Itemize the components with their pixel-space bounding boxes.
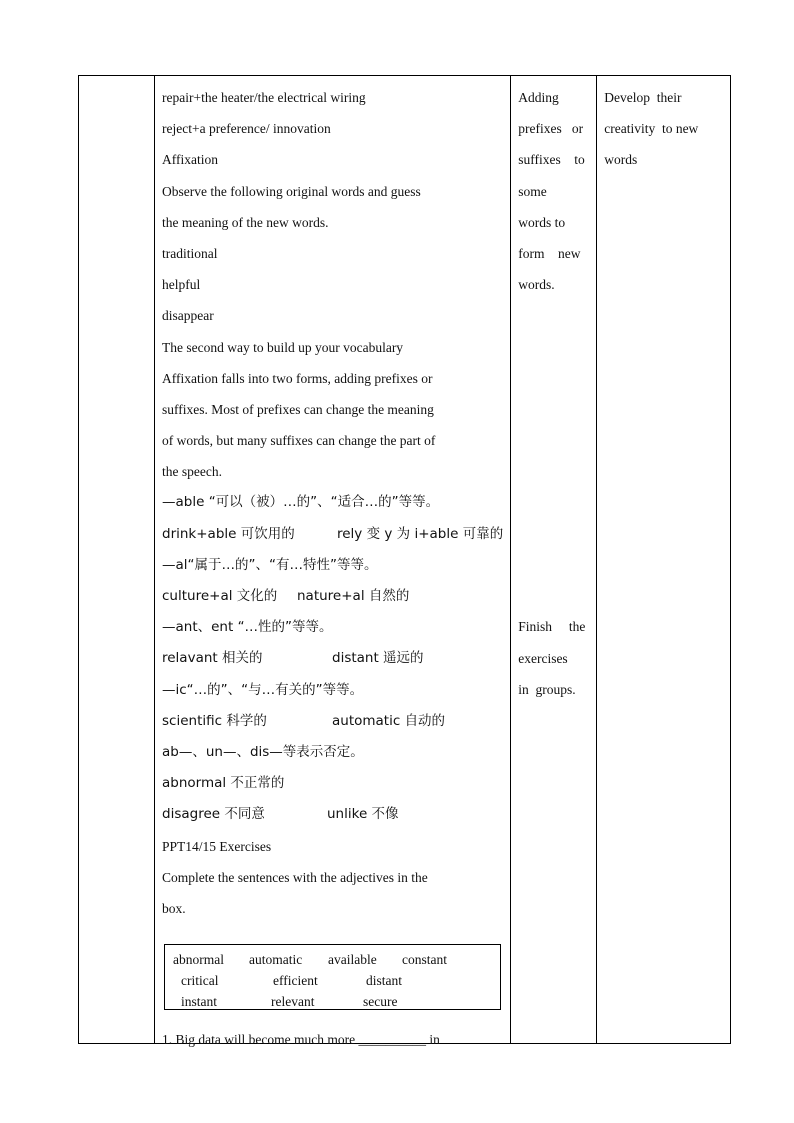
word-box xyxy=(164,944,501,1010)
activity-line: words. xyxy=(518,277,555,293)
word-example: unlike 不像 xyxy=(327,806,399,823)
content-line xyxy=(162,581,503,612)
content-line: —ant、ent “…性的”等等。 xyxy=(162,619,333,636)
content-line xyxy=(162,643,503,674)
box-word: constant xyxy=(402,952,447,968)
word-example: culture+al 文化的 xyxy=(162,588,278,604)
content-line: helpful xyxy=(162,277,201,293)
word-example: distant 遥远的 xyxy=(332,650,424,667)
content-line: disappear xyxy=(162,308,214,324)
box-word: secure xyxy=(363,994,398,1010)
content-line: suffixes. Most of prefixes can change the meaning xyxy=(162,401,434,417)
content-line: the speech. xyxy=(162,464,222,480)
content-line: Complete the sentences with the adjectives in the xyxy=(162,869,428,885)
purpose-line: words xyxy=(604,152,638,168)
word-box-row xyxy=(173,991,492,1012)
content-line xyxy=(162,706,503,737)
activity-line: form new xyxy=(518,245,581,261)
content-line: Observe the following original words and guess xyxy=(162,183,421,199)
content-line: ab—、un—、dis—等表示否定。 xyxy=(162,743,364,760)
word-example: scientific 科学的 xyxy=(162,712,267,729)
purpose-line: Develop their xyxy=(604,90,682,105)
word-example: relavant 相关的 xyxy=(162,650,263,667)
content-line: the meaning of the new words. xyxy=(162,214,329,230)
design-purpose-cell xyxy=(597,76,731,1044)
word-example: automatic 自动的 xyxy=(332,712,446,729)
content-line: traditional xyxy=(162,245,218,261)
student-activity-cell xyxy=(511,76,597,1044)
activity-line: prefixes or xyxy=(518,121,584,137)
box-word: relevant xyxy=(271,994,315,1010)
lesson-plan-table xyxy=(78,75,731,1048)
content-line xyxy=(162,519,503,550)
content-line: box. xyxy=(162,900,186,916)
purpose-line: creativity to new xyxy=(604,121,699,137)
activity-line: exercises xyxy=(518,650,568,666)
empty-step-cell xyxy=(79,76,155,1044)
activity-line: suffixes to xyxy=(518,152,585,168)
word-example: drink+able 可饮用的 xyxy=(162,525,295,542)
word-example: nature+al 自然的 xyxy=(297,588,410,604)
content-line: —al“属于…的”、“有…特性”等等。 xyxy=(162,556,378,573)
box-word: abnormal xyxy=(173,952,224,968)
content-line: repair+the heater/the electrical wiring xyxy=(162,90,366,105)
content-line: Affixation falls into two forms, adding prefixes or xyxy=(162,370,433,386)
word-example: disagree 不同意 xyxy=(162,806,265,823)
content-line: PPT14/15 Exercises xyxy=(162,838,272,854)
content-line: reject+a preference/ innovation xyxy=(162,121,331,137)
content-line: of words, but many suffixes can change the part of xyxy=(162,433,436,449)
activity-line: words to xyxy=(518,214,566,230)
content-line: —able “可以（被）…的”、“适合…的”等等。 xyxy=(162,494,440,511)
box-word: efficient xyxy=(273,973,318,989)
box-word: distant xyxy=(366,973,402,989)
content-line: —ic“…的”、“与…有关的”等等。 xyxy=(162,681,364,698)
box-word: critical xyxy=(181,973,219,989)
teaching-content-cell xyxy=(155,76,511,1048)
activity-line: in groups. xyxy=(518,681,576,697)
content-line xyxy=(162,799,503,830)
word-box-row xyxy=(173,970,492,991)
word-box-row xyxy=(173,949,492,970)
table-row xyxy=(79,76,731,1044)
spacer xyxy=(518,300,589,611)
box-word: available xyxy=(328,952,377,968)
exercise-sentence: 1. Big data will become much more __________ in xyxy=(162,1032,440,1048)
activity-line: some xyxy=(518,183,547,199)
content-line: abnormal 不正常的 xyxy=(162,775,285,792)
content-line: Affixation xyxy=(162,152,218,168)
box-word: instant xyxy=(181,994,217,1010)
box-word: automatic xyxy=(249,952,303,968)
activity-line: Finish the xyxy=(518,619,586,635)
word-example: rely 变 y 为 i+able 可靠的 xyxy=(337,525,504,542)
activity-line: Adding xyxy=(518,90,559,105)
content-line: The second way to build up your vocabulary xyxy=(162,339,404,355)
